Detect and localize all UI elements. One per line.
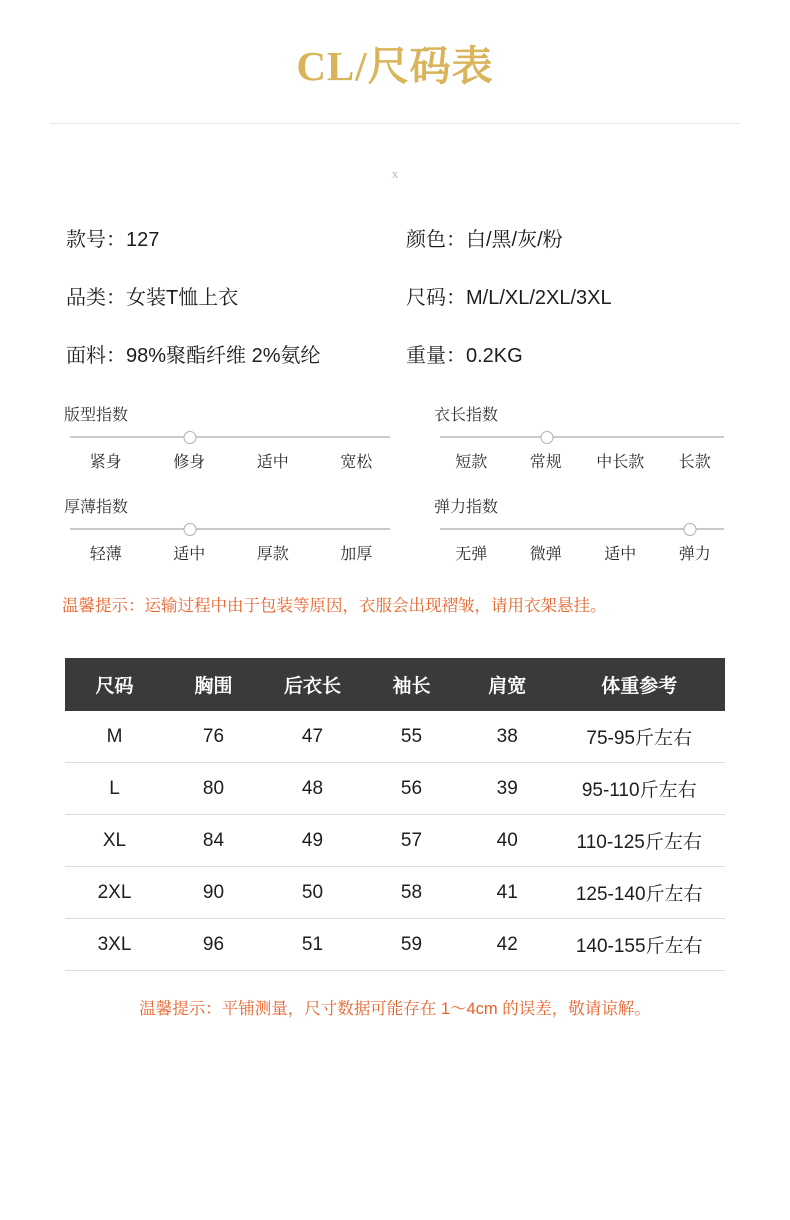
table-cell: 76 — [164, 711, 263, 763]
table-cell: 2XL — [65, 867, 164, 919]
table-cell: 58 — [362, 867, 461, 919]
table-cell: 47 — [263, 711, 362, 763]
index-option: 无弹 — [455, 546, 488, 564]
index-block-length — [398, 402, 732, 472]
index-title: 衣长指数 — [434, 407, 499, 425]
index-block-thickness — [64, 494, 398, 564]
index-track-line — [70, 436, 390, 438]
spec-sizes: 尺码：M/L/XL/2XL/3XL — [406, 287, 612, 310]
table-cell: 48 — [263, 763, 362, 815]
index-track-line — [70, 528, 390, 530]
table-cell: 90 — [164, 867, 263, 919]
index-option: 适中 — [256, 454, 289, 472]
spec-weight: 重量：0.2KG — [406, 345, 523, 368]
index-option: 弹力 — [678, 546, 711, 564]
size-table — [65, 658, 725, 971]
table-cell: 38 — [461, 711, 553, 763]
table-row — [65, 919, 725, 971]
table-cell: 50 — [263, 867, 362, 919]
table-cell: 80 — [164, 763, 263, 815]
index-option: 厚款 — [256, 546, 289, 564]
index-knob[interactable] — [683, 523, 696, 536]
index-option: 短款 — [455, 454, 488, 472]
index-option: 修身 — [173, 454, 206, 472]
index-title: 版型指数 — [64, 407, 129, 425]
index-option: 中长款 — [596, 454, 645, 472]
index-track[interactable] — [440, 523, 724, 535]
index-option: 适中 — [173, 546, 206, 564]
index-option: 轻薄 — [89, 546, 122, 564]
table-cell: L — [65, 763, 164, 815]
product-specs — [0, 228, 790, 368]
index-labels — [434, 449, 732, 472]
table-cell: 75-95斤左右 — [553, 711, 725, 763]
index-option: 宽松 — [340, 454, 373, 472]
table-header-cell: 肩宽 — [461, 658, 553, 711]
table-cell: 3XL — [65, 919, 164, 971]
table-cell: 57 — [362, 815, 461, 867]
table-cell: 84 — [164, 815, 263, 867]
index-knob[interactable] — [184, 431, 197, 444]
table-cell: 140-155斤左右 — [553, 919, 725, 971]
spec-color: 颜色：白/黑/灰/粉 — [406, 229, 563, 252]
page-header — [0, 0, 790, 124]
table-header-cell: 胸围 — [164, 658, 263, 711]
table-header-cell: 体重参考 — [553, 658, 725, 711]
table-cell: 42 — [461, 919, 553, 971]
index-option: 长款 — [678, 454, 711, 472]
index-track[interactable] — [70, 431, 390, 443]
index-labels — [64, 449, 398, 472]
index-labels — [434, 541, 732, 564]
page-title: CL/尺码表 — [296, 43, 494, 89]
index-knob[interactable] — [184, 523, 197, 536]
index-sliders — [0, 402, 790, 586]
shipping-tip: 温馨提示：运输过程中由于包装等原因，衣服会出现褶皱，请用衣架悬挂。 — [62, 597, 607, 616]
index-option: 紧身 — [89, 454, 122, 472]
table-row — [65, 763, 725, 815]
table-cell: 110-125斤左右 — [553, 815, 725, 867]
table-header-cell: 尺码 — [65, 658, 164, 711]
table-cell: 59 — [362, 919, 461, 971]
table-cell: 49 — [263, 815, 362, 867]
index-option: 常规 — [529, 454, 562, 472]
table-cell: 96 — [164, 919, 263, 971]
index-option: 加厚 — [340, 546, 373, 564]
index-title: 弹力指数 — [434, 499, 499, 517]
title-divider — [50, 123, 740, 124]
table-header-cell: 袖长 — [362, 658, 461, 711]
spec-style-number: 款号：127 — [66, 229, 160, 252]
index-track-line — [440, 528, 724, 530]
index-title: 厚薄指数 — [64, 499, 129, 517]
spec-fabric: 面料：98%聚酯纤维 2%氨纶 — [66, 345, 321, 368]
table-row — [65, 815, 725, 867]
table-cell: 41 — [461, 867, 553, 919]
index-block-elasticity — [398, 494, 732, 564]
table-row — [65, 867, 725, 919]
x-mark: x — [391, 166, 399, 182]
table-cell: 125-140斤左右 — [553, 867, 725, 919]
index-track[interactable] — [70, 523, 390, 535]
index-labels — [64, 541, 398, 564]
table-row — [65, 711, 725, 763]
table-cell: 95-110斤左右 — [553, 763, 725, 815]
spec-row — [0, 344, 790, 368]
table-header-cell: 后衣长 — [263, 658, 362, 711]
index-knob[interactable] — [540, 431, 553, 444]
table-cell: XL — [65, 815, 164, 867]
table-cell: 55 — [362, 711, 461, 763]
table-cell: 51 — [263, 919, 362, 971]
table-cell: 39 — [461, 763, 553, 815]
spec-row — [0, 228, 790, 252]
index-track[interactable] — [440, 431, 724, 443]
measurement-tip: 温馨提示：平铺测量，尺寸数据可能存在 1～4cm 的误差，敬请谅解。 — [139, 1000, 651, 1019]
table-cell: M — [65, 711, 164, 763]
spec-row — [0, 286, 790, 310]
size-table-wrapper — [65, 658, 725, 971]
spec-category: 品类：女装T恤上衣 — [66, 287, 239, 310]
table-header-row — [65, 658, 725, 711]
table-cell: 56 — [362, 763, 461, 815]
index-option: 适中 — [604, 546, 637, 564]
table-cell: 40 — [461, 815, 553, 867]
index-track-line — [440, 436, 724, 438]
index-block-fit — [64, 402, 398, 472]
index-option: 微弹 — [529, 546, 562, 564]
